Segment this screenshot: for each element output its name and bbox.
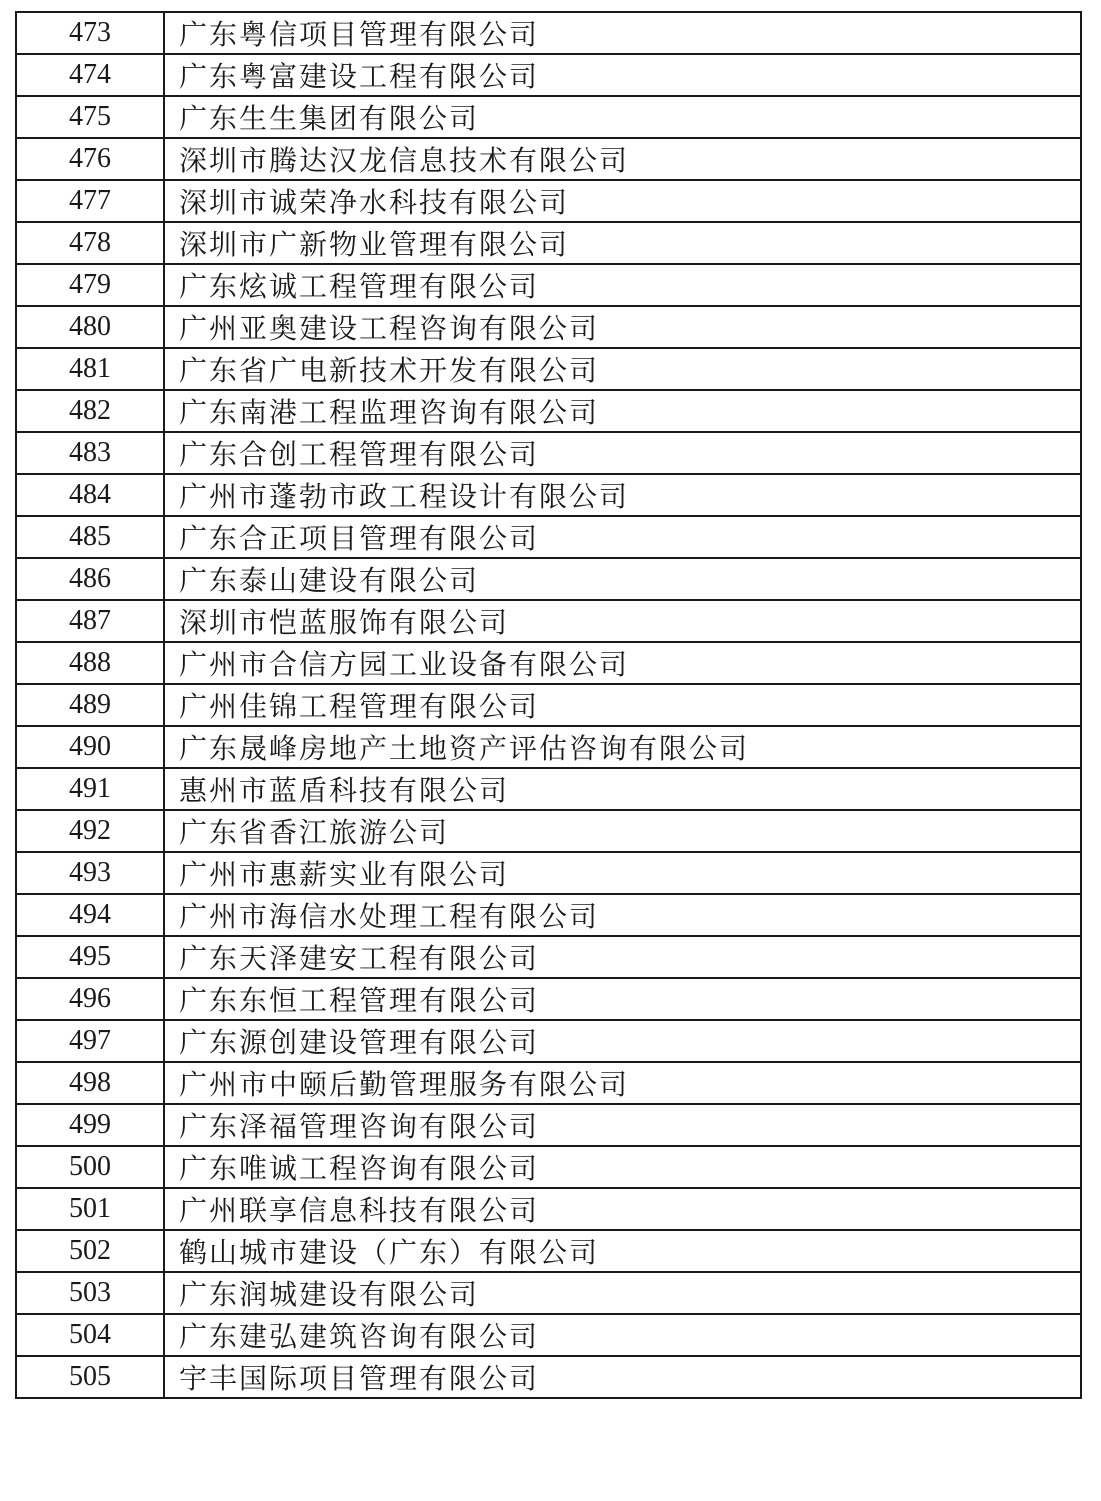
table-row [16, 726, 1081, 768]
company-name-cell: 广东省香江旅游公司 [164, 810, 1081, 852]
table-row [16, 390, 1081, 432]
company-name-cell: 广东泰山建设有限公司 [164, 558, 1081, 600]
company-name-cell: 广东南港工程监理咨询有限公司 [164, 390, 1081, 432]
company-name-cell: 深圳市腾达汉龙信息技术有限公司 [164, 138, 1081, 180]
table-row [16, 894, 1081, 936]
table-row [16, 558, 1081, 600]
company-name-cell: 广东泽福管理咨询有限公司 [164, 1104, 1081, 1146]
row-number-cell: 494 [16, 894, 164, 936]
table-row [16, 1104, 1081, 1146]
row-number-cell: 493 [16, 852, 164, 894]
table-row [16, 642, 1081, 684]
row-number-cell: 501 [16, 1188, 164, 1230]
row-number-cell: 478 [16, 222, 164, 264]
company-name-cell: 广东合正项目管理有限公司 [164, 516, 1081, 558]
row-number-cell: 483 [16, 432, 164, 474]
company-name-cell: 广东粤富建设工程有限公司 [164, 54, 1081, 96]
table-row [16, 1230, 1081, 1272]
table-row [16, 1314, 1081, 1356]
row-number-cell: 495 [16, 936, 164, 978]
table-row [16, 1188, 1081, 1230]
company-name-cell: 广东源创建设管理有限公司 [164, 1020, 1081, 1062]
company-name-cell: 广州市海信水处理工程有限公司 [164, 894, 1081, 936]
table-row [16, 516, 1081, 558]
row-number-cell: 488 [16, 642, 164, 684]
company-name-cell: 宇丰国际项目管理有限公司 [164, 1356, 1081, 1398]
table-row [16, 432, 1081, 474]
row-number-cell: 485 [16, 516, 164, 558]
table-row [16, 12, 1081, 54]
table-row [16, 1146, 1081, 1188]
company-name-cell: 深圳市恺蓝服饰有限公司 [164, 600, 1081, 642]
company-name-cell: 广东东恒工程管理有限公司 [164, 978, 1081, 1020]
table-row [16, 180, 1081, 222]
row-number-cell: 473 [16, 12, 164, 54]
company-name-cell: 广东炫诚工程管理有限公司 [164, 264, 1081, 306]
company-name-cell: 广州市惠薪实业有限公司 [164, 852, 1081, 894]
company-name-cell: 广州市蓬勃市政工程设计有限公司 [164, 474, 1081, 516]
table-row [16, 54, 1081, 96]
company-name-cell: 广州市中颐后勤管理服务有限公司 [164, 1062, 1081, 1104]
table-row [16, 1020, 1081, 1062]
row-number-cell: 475 [16, 96, 164, 138]
row-number-cell: 504 [16, 1314, 164, 1356]
row-number-cell: 474 [16, 54, 164, 96]
company-name-cell: 广州联享信息科技有限公司 [164, 1188, 1081, 1230]
company-list-table [15, 11, 1082, 1399]
row-number-cell: 480 [16, 306, 164, 348]
company-name-cell: 广东润城建设有限公司 [164, 1272, 1081, 1314]
table-row [16, 1062, 1081, 1104]
company-name-cell: 广东生生集团有限公司 [164, 96, 1081, 138]
row-number-cell: 482 [16, 390, 164, 432]
company-name-cell: 广东天泽建安工程有限公司 [164, 936, 1081, 978]
table-row [16, 222, 1081, 264]
row-number-cell: 476 [16, 138, 164, 180]
row-number-cell: 490 [16, 726, 164, 768]
company-name-cell: 惠州市蓝盾科技有限公司 [164, 768, 1081, 810]
row-number-cell: 505 [16, 1356, 164, 1398]
row-number-cell: 503 [16, 1272, 164, 1314]
company-list-body [16, 12, 1081, 1398]
table-row [16, 600, 1081, 642]
row-number-cell: 496 [16, 978, 164, 1020]
table-row [16, 1272, 1081, 1314]
table-row [16, 810, 1081, 852]
row-number-cell: 492 [16, 810, 164, 852]
company-name-cell: 广东唯诚工程咨询有限公司 [164, 1146, 1081, 1188]
company-name-cell: 广东粤信项目管理有限公司 [164, 12, 1081, 54]
company-name-cell: 鹤山城市建设（广东）有限公司 [164, 1230, 1081, 1272]
company-name-cell: 广东省广电新技术开发有限公司 [164, 348, 1081, 390]
table-row [16, 264, 1081, 306]
row-number-cell: 491 [16, 768, 164, 810]
company-name-cell: 深圳市诚荣净水科技有限公司 [164, 180, 1081, 222]
table-row [16, 474, 1081, 516]
row-number-cell: 479 [16, 264, 164, 306]
row-number-cell: 500 [16, 1146, 164, 1188]
row-number-cell: 487 [16, 600, 164, 642]
company-name-cell: 广东晟峰房地产土地资产评估咨询有限公司 [164, 726, 1081, 768]
table-row [16, 852, 1081, 894]
table-row [16, 138, 1081, 180]
table-row [16, 1356, 1081, 1398]
company-name-cell: 广州市合信方园工业设备有限公司 [164, 642, 1081, 684]
table-row [16, 684, 1081, 726]
table-row [16, 96, 1081, 138]
company-name-cell: 广东合创工程管理有限公司 [164, 432, 1081, 474]
company-name-cell: 广东建弘建筑咨询有限公司 [164, 1314, 1081, 1356]
row-number-cell: 498 [16, 1062, 164, 1104]
table-row [16, 768, 1081, 810]
table-row [16, 348, 1081, 390]
company-name-cell: 广州佳锦工程管理有限公司 [164, 684, 1081, 726]
table-row [16, 978, 1081, 1020]
row-number-cell: 497 [16, 1020, 164, 1062]
company-name-cell: 深圳市广新物业管理有限公司 [164, 222, 1081, 264]
row-number-cell: 477 [16, 180, 164, 222]
row-number-cell: 481 [16, 348, 164, 390]
table-row [16, 936, 1081, 978]
company-name-cell: 广州亚奥建设工程咨询有限公司 [164, 306, 1081, 348]
row-number-cell: 499 [16, 1104, 164, 1146]
row-number-cell: 486 [16, 558, 164, 600]
row-number-cell: 489 [16, 684, 164, 726]
row-number-cell: 484 [16, 474, 164, 516]
table-row [16, 306, 1081, 348]
row-number-cell: 502 [16, 1230, 164, 1272]
